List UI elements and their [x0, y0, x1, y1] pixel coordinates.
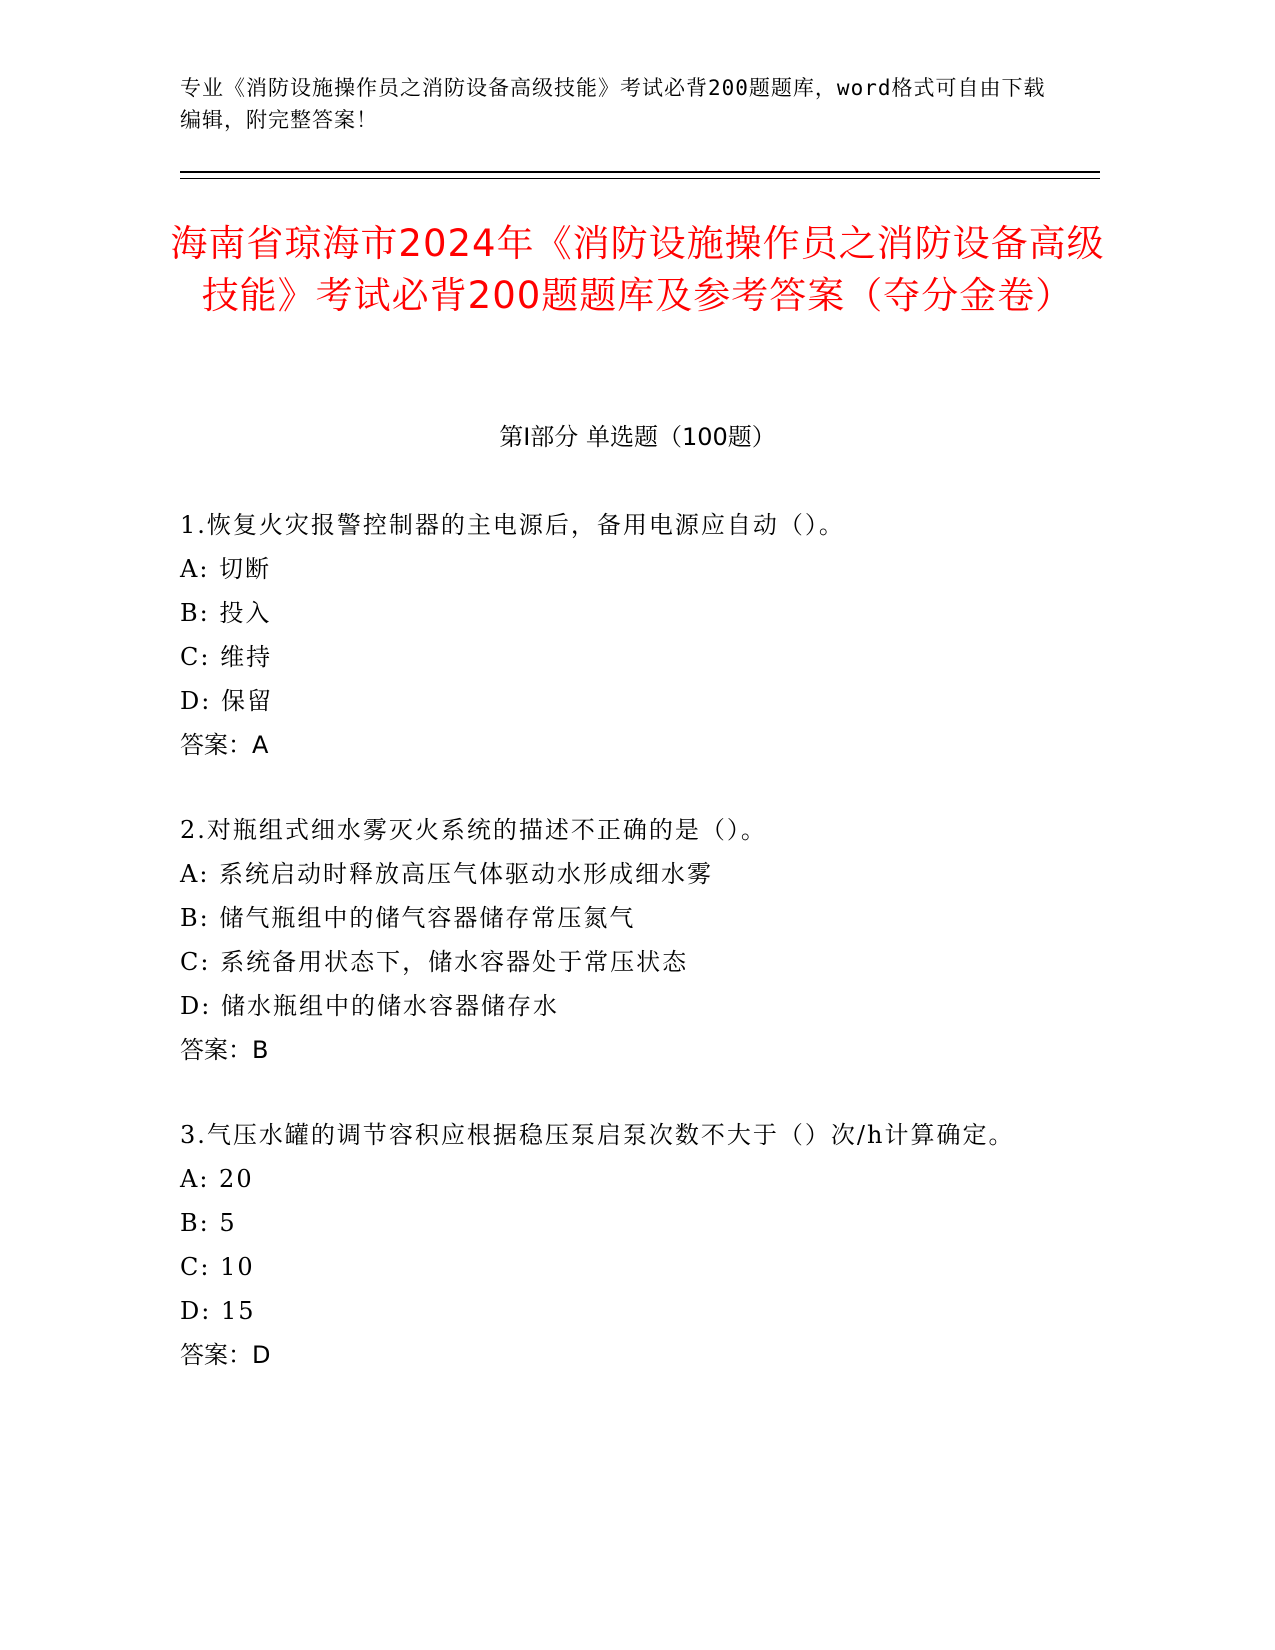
section-heading: 第I部分 单选题（100题）	[499, 423, 776, 451]
option-b: B: 投入	[180, 599, 272, 627]
option-b: B: 储气瓶组中的储气容器储存常压氮气	[180, 904, 636, 932]
option-a: A: 切断	[180, 555, 272, 583]
document-title: 海南省琼海市2024年《消防设施操作员之消防设备高级技能》考试必背200题题库及参考答案（夺分金卷）	[170, 222, 1105, 317]
question-3	[180, 1113, 1060, 1377]
header-divider-thin	[180, 178, 1100, 179]
option-c: C: 维持	[180, 643, 273, 671]
option-a: A: 20	[180, 1165, 254, 1193]
answer: 答案：D	[180, 1341, 271, 1369]
option-b: B: 5	[180, 1209, 237, 1237]
option-d: D: 15	[180, 1297, 256, 1325]
option-c: C: 系统备用状态下，储水容器处于常压状态	[180, 948, 689, 976]
question-stem: 2.对瓶组式细水雾灭火系统的描述不正确的是（）。	[180, 816, 767, 844]
option-a: A: 系统启动时释放高压气体驱动水形成细水雾	[180, 860, 714, 888]
answer: 答案：A	[180, 731, 269, 759]
question-1	[180, 503, 1060, 767]
option-c: C: 10	[180, 1253, 255, 1281]
answer: 答案：B	[180, 1036, 269, 1064]
option-d: D: 保留	[180, 687, 273, 715]
option-d: D: 储水瓶组中的储水容器储存水	[180, 992, 559, 1020]
header-divider-thick	[180, 171, 1100, 173]
question-stem: 3.气压水罐的调节容积应根据稳压泵启泵次数不大于（）次/h计算确定。	[180, 1121, 1015, 1149]
question-2	[180, 808, 1060, 1072]
question-stem: 1.恢复火灾报警控制器的主电源后，备用电源应自动（）。	[180, 511, 845, 539]
header-note: 专业《消防设施操作员之消防设备高级技能》考试必背200题题库，word格式可自由下载编辑，附完整答案！	[180, 76, 1046, 132]
